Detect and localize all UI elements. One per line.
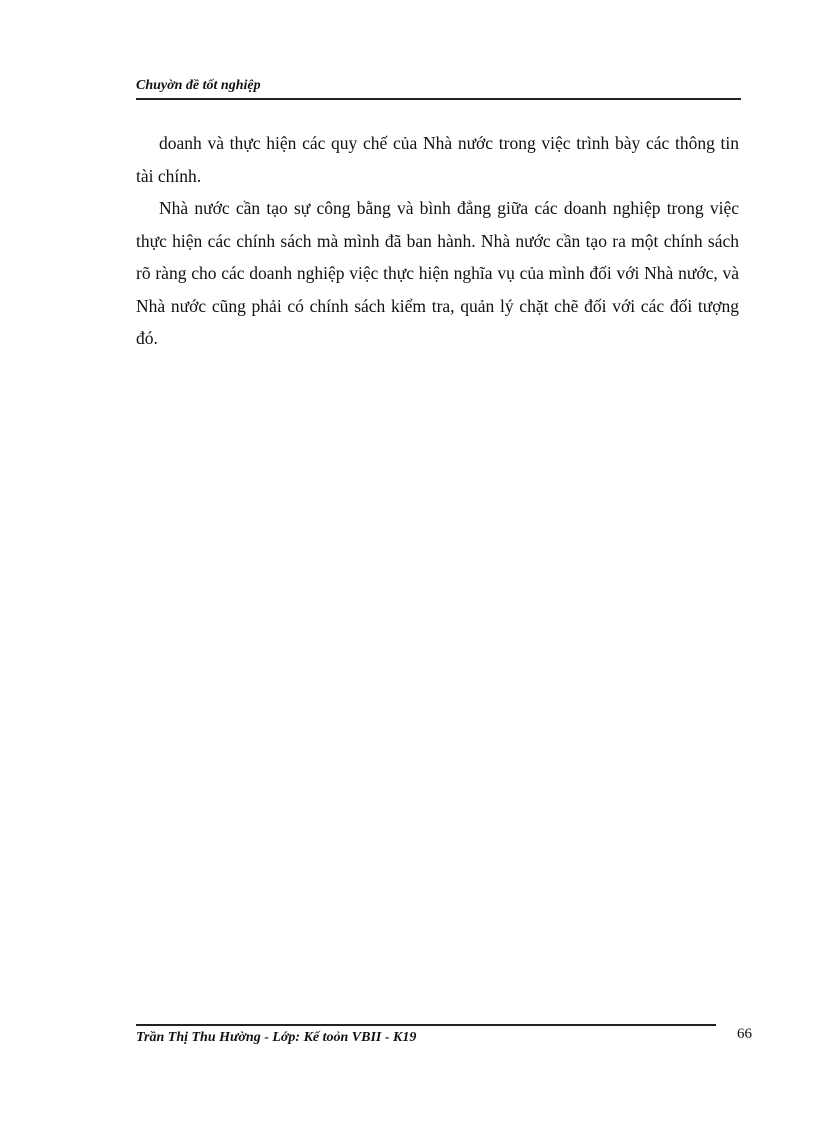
page-header [136,76,741,100]
footer-author: Trần Thị Thu Hường - Lớp: Kế toỏn VBII - K19 [136,1030,417,1045]
header-title: Chuyờn đề tốt nghiệp [136,78,261,93]
page-number: 66 [737,1026,752,1042]
footer-divider [136,1024,716,1026]
paragraph-continuation: doanh và thực hiện các quy chế của Nhà nước trong việc trình bày các thông tin tài chính. [136,133,739,186]
paragraph-state-policy: Nhà nước cần tạo sự công bằng và bình đẳng giữa các doanh nghiệp trong việc thực hiện các chính sách mà mình đã ban hành. Nhà nước cần tạo ra một chính sách rõ ràng cho các doanh nghiệp việc thực hiện nghĩa vụ của mình đối với Nhà nước, và Nhà nước cũng phải có chính sách kiểm tra, quản lý chặt chẽ đối với các đối tượng đó. [136,198,739,348]
body-text [136,127,739,355]
